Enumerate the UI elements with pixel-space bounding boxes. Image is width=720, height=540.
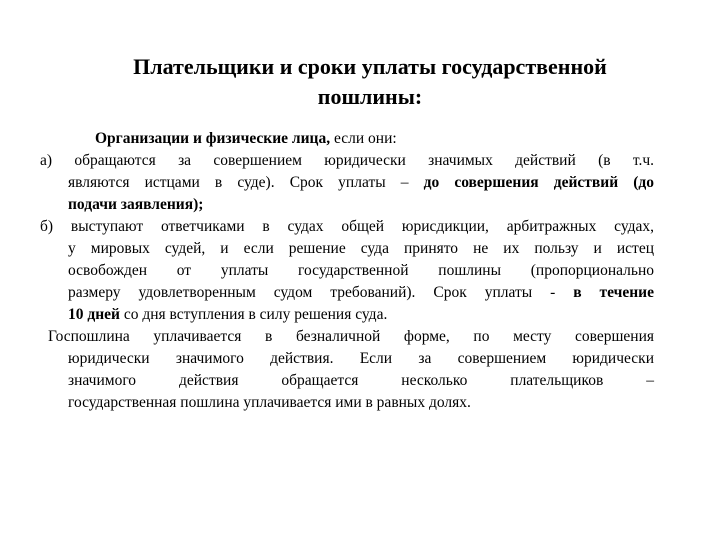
payment-line-1: Госпошлина уплачивается в безналичной форме, по месту совершения: [48, 328, 654, 345]
item-b-line-2: у мировых судей, и если решение суда принято не их пользу и истец: [68, 240, 654, 257]
payment-paragraph: [40, 326, 654, 414]
item-b-line-4-bold: в течение: [555, 284, 654, 301]
item-b-line-5: [68, 304, 654, 326]
intro-bold-text: Организации и физические лица,: [95, 130, 331, 147]
title-line-1: Плательщики и сроки уплаты государственной: [133, 54, 607, 79]
item-a-line-2-bold: до совершения действий (до: [408, 174, 654, 191]
item-b-line-5-bold: 10 дней: [68, 306, 120, 323]
slide-body: [40, 128, 654, 414]
item-a-line-3-bold: подачи заявления);: [68, 196, 204, 213]
intro-text: если они:: [330, 130, 397, 147]
item-a-line-1: а) обращаются за совершением юридически значимых действий (в т.ч.: [40, 152, 654, 169]
page-title: [90, 52, 650, 112]
item-b-line-4-text: размеру удовлетворенным судом требований). Срок уплаты -: [68, 284, 556, 301]
item-a: [40, 150, 654, 216]
item-b: [40, 216, 654, 326]
payment-line-3: значимого действия обращается несколько плательщиков –: [68, 372, 654, 389]
title-line-2: пошлины:: [317, 84, 423, 109]
item-b-line-5-text: со дня вступления в силу решения суда.: [119, 306, 388, 323]
payment-line-4: государственная пошлина уплачивается ими в равных долях.: [68, 394, 471, 411]
item-b-line-1: б) выступают ответчиками в судах общей юрисдикции, арбитражных судах,: [40, 218, 654, 235]
payment-line-2: юридически значимого действия. Если за совершением юридически: [68, 350, 654, 367]
item-a-line-2-text: являются истцами в суде). Срок уплаты –: [68, 174, 409, 191]
item-b-line-3: освобожден от уплаты государственной пошлины (пропорционально: [68, 262, 654, 279]
item-a-line-3: [68, 194, 654, 216]
item-b-line-4: [68, 282, 654, 304]
intro-paragraph: [40, 128, 654, 150]
item-a-line-2: [68, 172, 654, 194]
